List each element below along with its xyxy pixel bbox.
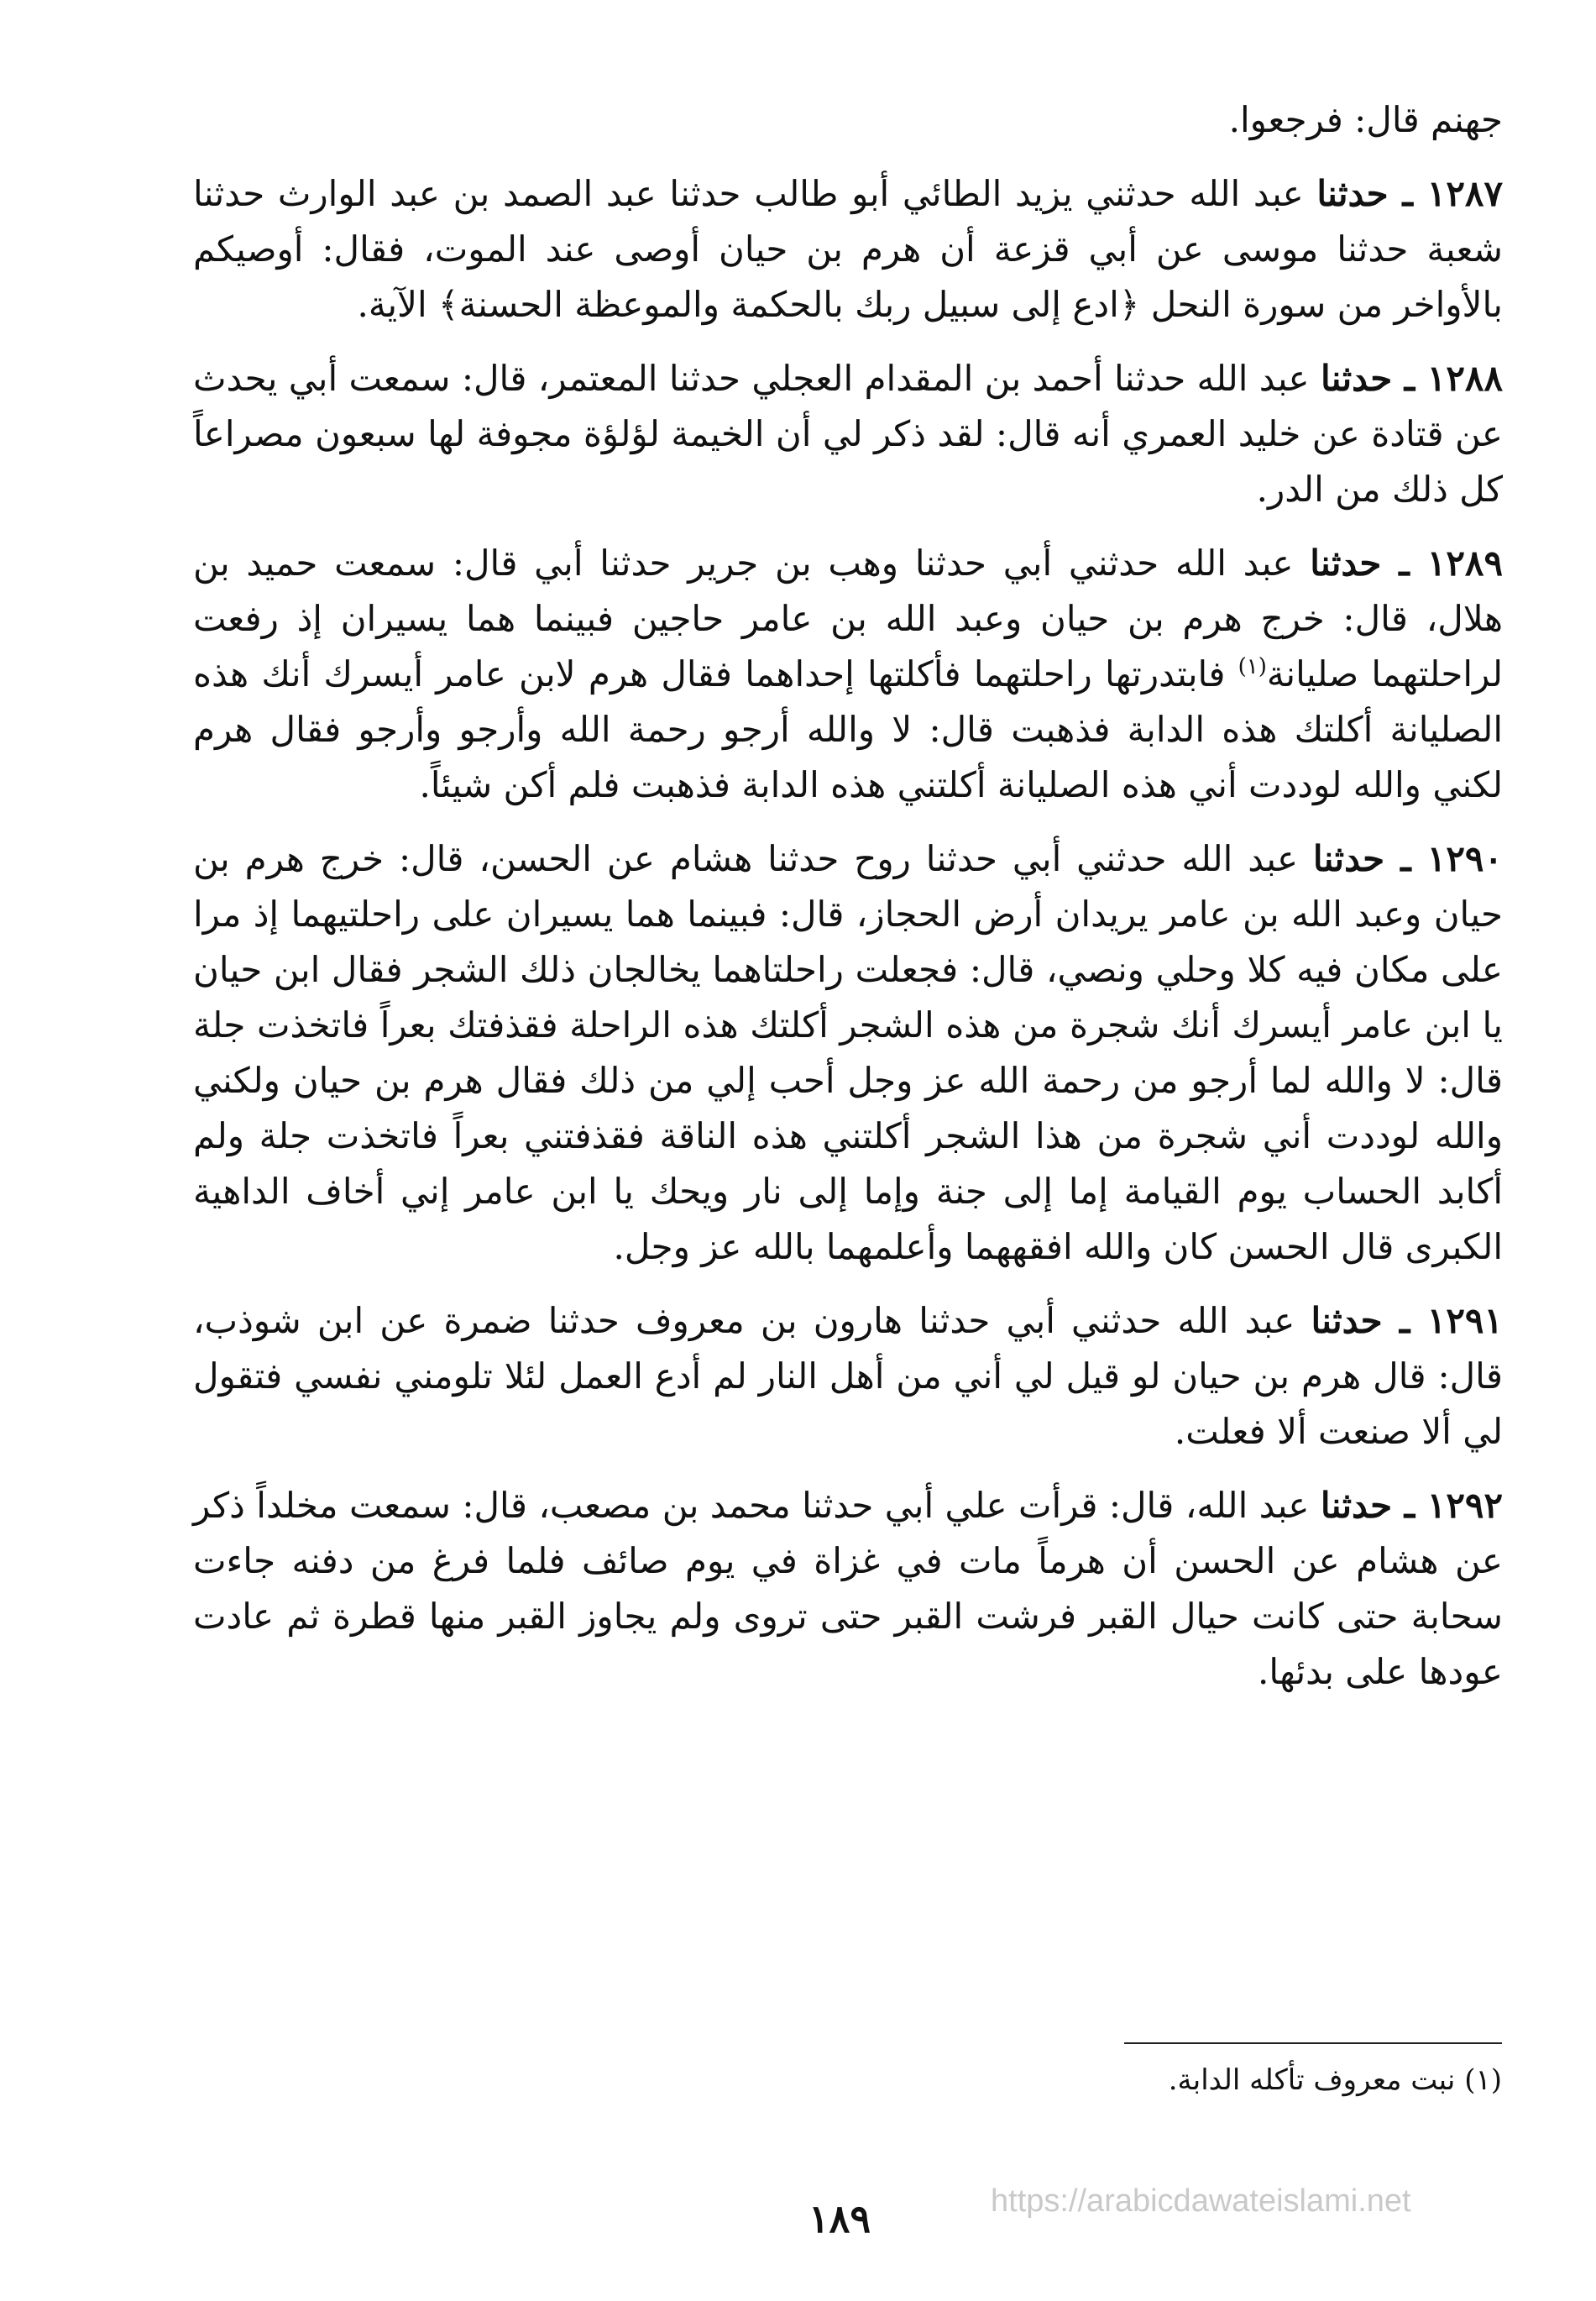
hadith-1287 — [193, 166, 1503, 333]
hadith-separator: ـ — [1388, 173, 1427, 214]
hadith-keyword: حدثنا — [1320, 358, 1393, 399]
intro-line: جهنم قال: فرجعوا. — [1228, 99, 1503, 140]
hadith-separator: ـ — [1392, 358, 1427, 399]
hadith-number: ١٢٩٠ — [1426, 838, 1503, 879]
hadith-keyword: حدثنا — [1320, 1485, 1393, 1526]
hadith-text: عبد الله حدثني أبي حدثنا وهب بن جرير حدثنا أبي قال: سمعت حميد بن هلال، قال: خرج هرم بن حيان وعبد الله بن عامر حاجين فبينما هما يسيران إذ رفعت لراحلتهما صليانة — [193, 542, 1503, 694]
hadith-text: عبد الله حدثني أبي حدثنا روح حدثنا هشام عن الحسن، قال: خرج هرم بن حيان وعبد الله بن عامر يريدان أرض الحجاز، قال: فبينما هما يسيران على راحلتيهما إذ مرا على مكان فيه كلا وحلي ونصي، قال: فجعلت راحلتاهما يخالجان ذلك الشجر فقال ابن حيان يا ابن عامر أيسرك أنك شجرة من هذه الشجر أكلتك هذه الراحلة فقذفتك بعراً فاتخذت جلة قال: لا والله لما أرجو من رحمة الله عز وجل أحب إلي من ذلك فقال هرم بن حيان ولكني والله لوددت أني شجرة من هذا الشجر أكلتني هذه الناقة فقذفتني بعراً فاتخذت جلة ولم أكابد الحساب يوم القيامة إما إلى جنة وإما إلى نار ويحك يا ابن عامر إني أخاف الداهية الكبرى قال الحسن كان والله افقههما وأعلمهما بالله عز وجل. — [193, 838, 1503, 1267]
hadith-number: ١٢٨٨ — [1426, 358, 1503, 399]
hadith-1292 — [193, 1478, 1503, 1700]
hadith-number: ١٢٩١ — [1426, 1300, 1503, 1341]
hadith-number: ١٢٩٢ — [1426, 1485, 1503, 1526]
hadith-text: عبد الله حدثنا أحمد بن المقدام العجلي حدثنا المعتمر، قال: سمعت أبي يحدث عن قتادة عن خليد العمري أنه قال: لقد ذكر لي أن الخيمة لؤلؤة مجوفة لها سبعون مصراعاً كل ذلك من الدر. — [193, 358, 1503, 510]
footnote-divider — [1124, 2042, 1502, 2044]
page-number: ١٨٩ — [808, 2196, 871, 2241]
hadith-keyword: حدثنا — [1312, 838, 1385, 879]
hadith-keyword: حدثنا — [1316, 173, 1389, 214]
body-text — [193, 92, 1503, 1718]
hadith-text-continued: فابتدرتها راحلتهما فأكلتها إحداهما فقال هرم لابن عامر أيسرك أنك هذه الصليانة أكلتك هذه الدابة فذهبت قال: لا والله أرجو رحمة الله وأرجو وأرجو فقال هرم لكني والله لوددت أني هذه الصليانة أكلتني هذه الدابة فذهبت فلم أكن شيئاً. — [193, 653, 1503, 805]
footnote-marker: (١) — [1464, 2063, 1502, 2097]
footnote-text: نبت معروف تأكله الدابة. — [1168, 2063, 1456, 2097]
hadith-keyword: حدثنا — [1311, 1300, 1383, 1341]
hadith-separator: ـ — [1384, 838, 1427, 879]
hadith-1288 — [193, 351, 1503, 517]
hadith-keyword: حدثنا — [1310, 542, 1382, 584]
hadith-separator: ـ — [1392, 1485, 1427, 1526]
hadith-1290 — [193, 831, 1503, 1275]
hadith-text: عبد الله حدثني يزيد الطائي أبو طالب حدثنا عبد الصمد بن عبد الوارث حدثنا شعبة حدثنا موسى عن أبي قزعة أن هرم بن حيان أوصى عند الموت، فقال: أوصيكم بالأواخر من سورة النحل ﴿ادع إلى سبيل ربك بالحكمة والموعظة الحسنة﴾ الآية. — [193, 173, 1503, 325]
hadith-text: عبد الله، قال: قرأت علي أبي حدثنا محمد بن مصعب، قال: سمعت مخلداً ذكر عن هشام عن الحسن أن هرماً مات في غزاة في يوم صائف فلما فرغ من دفنه جاءت سحابة حتى كانت حيال القبر فرشت القبر حتى تروى ولم يجاوز القبر منها قطرة ثم عادت عودها على بدئها. — [193, 1485, 1503, 1692]
hadith-1291 — [193, 1293, 1503, 1460]
hadith-number: ١٢٨٩ — [1426, 542, 1503, 584]
hadith-text: عبد الله حدثني أبي حدثنا هارون بن معروف حدثنا ضمرة عن ابن شوذب، قال: قال هرم بن حيان لو قيل لي أني من أهل النار لم أدع العمل لئلا تلومني نفسي فتقول لي ألا صنعت ألا فعلت. — [193, 1300, 1503, 1452]
hadith-number: ١٢٨٧ — [1426, 173, 1503, 214]
watermark-url: https://arabicdawateislami.net — [991, 2183, 1411, 2219]
hadith-separator: ـ — [1382, 1300, 1427, 1341]
hadith-1289 — [193, 536, 1503, 813]
footnote — [746, 2059, 1502, 2101]
footnote-reference[interactable]: (١) — [1238, 654, 1267, 679]
hadith-separator: ـ — [1381, 542, 1427, 584]
